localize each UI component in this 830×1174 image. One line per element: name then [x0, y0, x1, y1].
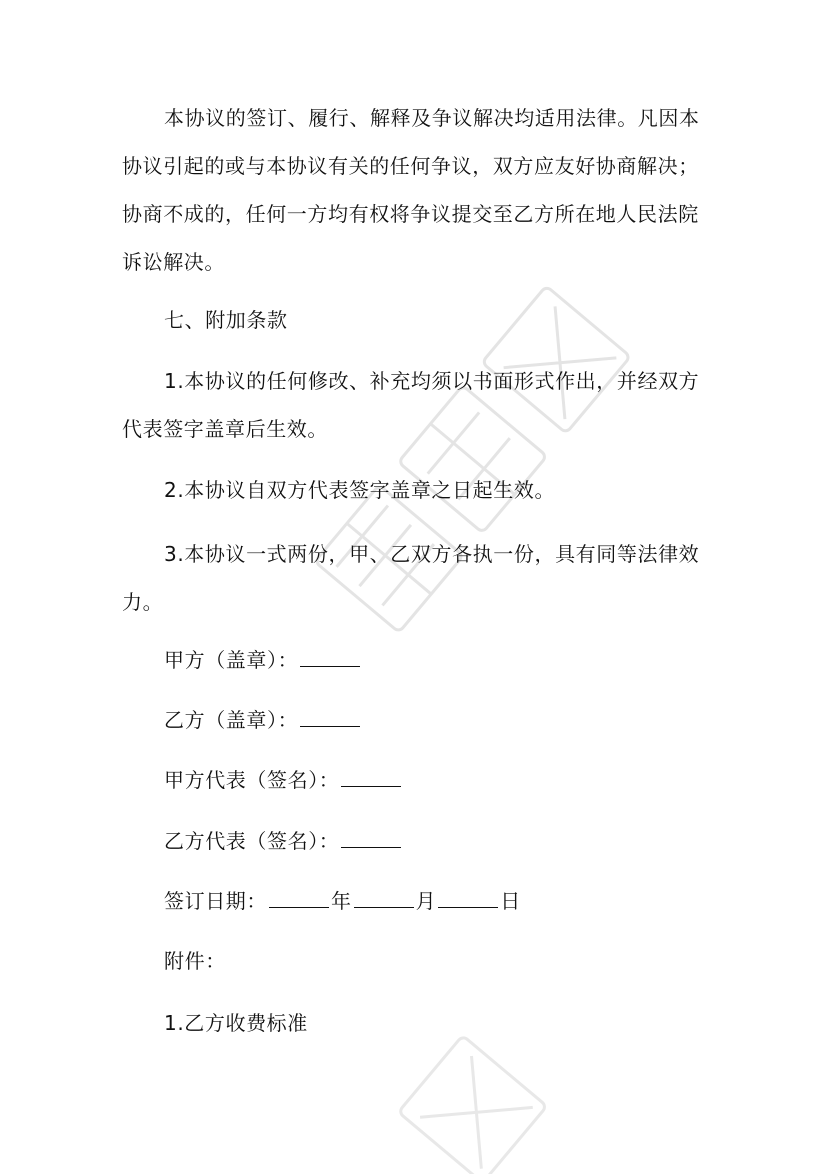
party-b-rep-blank[interactable]	[341, 827, 401, 848]
month-blank[interactable]	[354, 887, 414, 908]
year-blank[interactable]	[269, 887, 329, 908]
day-blank[interactable]	[438, 887, 498, 908]
party-a-rep-label: 甲方代表（签名）：	[164, 768, 340, 792]
signing-date-label: 签订日期：	[164, 889, 267, 913]
attachments-label: 附件：	[164, 949, 226, 973]
party-b-seal-line	[164, 705, 362, 735]
section-heading-additional-terms: 七、附加条款	[164, 308, 288, 332]
signing-date-line	[164, 886, 521, 916]
party-a-seal-label: 甲方（盖章）：	[164, 648, 299, 672]
year-label: 年	[331, 889, 352, 913]
party-b-seal-blank[interactable]	[300, 706, 360, 727]
party-a-seal-blank[interactable]	[300, 646, 360, 667]
party-a-rep-line	[164, 765, 403, 795]
attachment-item-1: 1.乙方收费标准	[164, 1011, 308, 1035]
party-b-seal-label: 乙方（盖章）：	[164, 708, 299, 732]
paragraph-dispute-resolution: 本协议的签订、履行、解释及争议解决均适用法律。凡因本协议引起的或与本协议有关的任何争议，双方应友好协商解决；协商不成的，任何一方均有权将争议提交至乙方所在地人民法院诉讼解决。	[122, 106, 700, 274]
paragraph-clause-3: 3.本协议一式两份，甲、乙双方各执一份，具有同等法律效力。	[122, 542, 700, 614]
paragraph-clause-1: 1.本协议的任何修改、补充均须以书面形式作出，并经双方代表签字盖章后生效。	[122, 369, 700, 441]
party-a-rep-blank[interactable]	[341, 766, 401, 787]
party-b-rep-line	[164, 826, 403, 856]
month-label: 月	[415, 889, 437, 913]
day-label: 日	[500, 889, 521, 913]
party-b-rep-label: 乙方代表（签名）：	[164, 829, 340, 853]
party-a-seal-line	[164, 645, 362, 675]
paragraph-clause-2: 2.本协议自双方代表签字盖章之日起生效。	[164, 478, 556, 502]
